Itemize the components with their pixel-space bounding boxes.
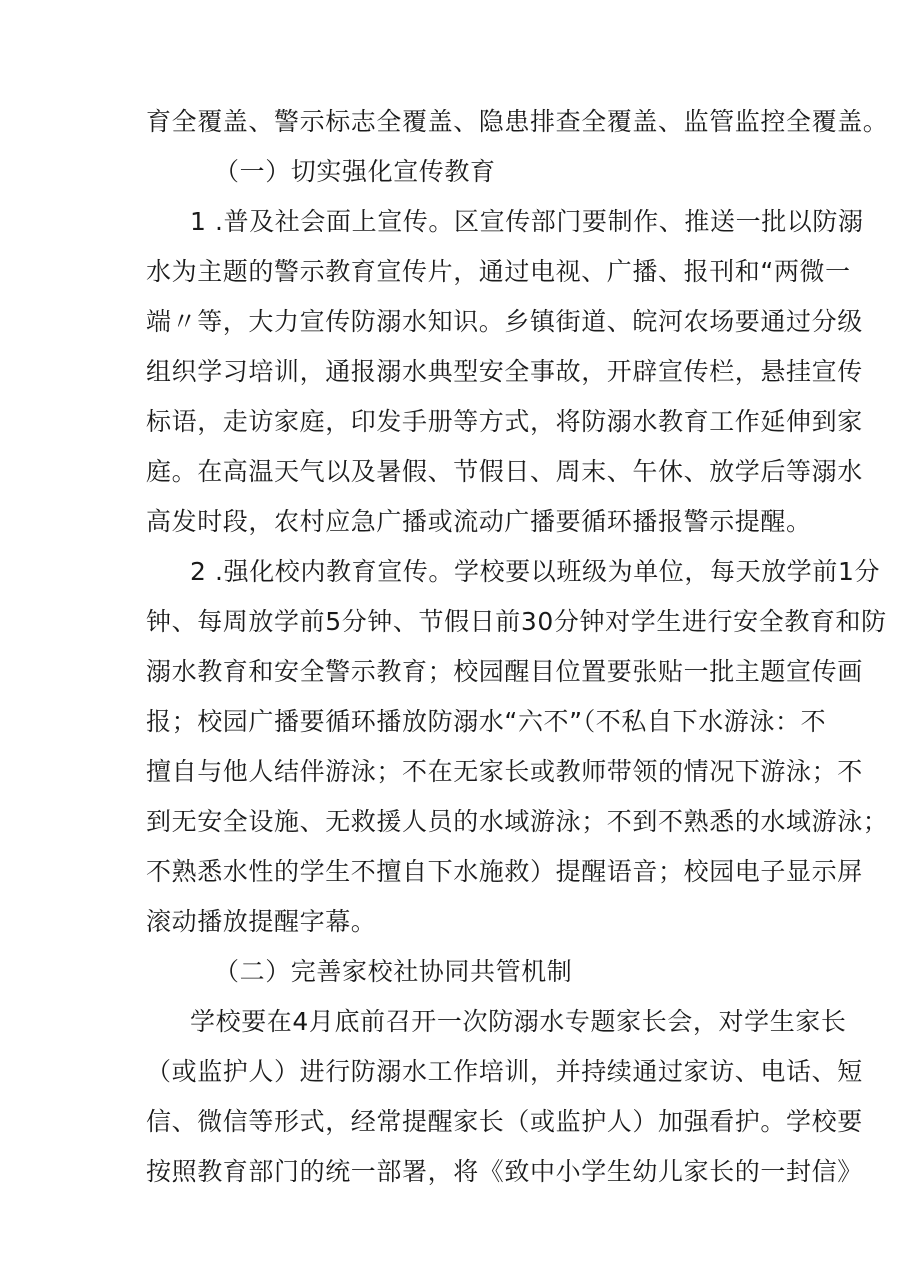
text-line-8: 庭。在高温天气以及暑假、节假日、周末、午休、放学后等溺水 — [146, 457, 863, 486]
text-line-13: 报；校园广播要循环播放防溺水“六不”（不私自下水游泳：不 — [146, 707, 827, 736]
text-line-4: 水为主题的警示教育宣传片，通过电视、广播、报刊和“两微一 — [146, 257, 851, 286]
text-line-15: 到无安全设施、无救援人员的水域游泳；不到不熟悉的水域游泳； — [146, 807, 889, 836]
text-line-14: 擅自与他人结伴游泳；不在无家长或教师带领的情况下游泳；不 — [146, 757, 863, 786]
text-line-19: 学校要在4月底前召开一次防溺水专题家长会，对学生家长 — [190, 1007, 847, 1036]
text-line-17: 滚动播放提醒字幕。 — [146, 907, 377, 936]
section-heading-1: （一）切实强化宣传教育 — [214, 157, 496, 186]
text-line-22: 按照教育部门的统一部署，将《致中小学生幼儿家长的一封信》 — [146, 1157, 863, 1186]
text-line-21: 信、微信等形式，经常提醒家长（或监护人）加强看护。学校要 — [146, 1107, 863, 1136]
text-line-1: 育全覆盖、警示标志全覆盖、隐患排查全覆盖、监管监控全覆盖。 — [146, 107, 889, 136]
text-line-7: 标语，走访家庭，印发手册等方式，将防溺水教育工作延伸到家 — [146, 407, 863, 436]
text-line-12: 溺水教育和安全警示教育；校园醒目位置要张贴一批主题宣传画 — [146, 657, 863, 686]
text-line-6: 组织学习培训，通报溺水典型安全事故，开辟宣传栏，悬挂宣传 — [146, 357, 863, 386]
text-line-9: 高发时段，农村应急广播或流动广播要循环播报警示提醒。 — [146, 507, 812, 536]
text-line-11: 钟、每周放学前5分钟、节假日前30分钟对学生进行安全教育和防 — [146, 607, 887, 636]
section-heading-2: （二）完善家校社协同共管机制 — [214, 957, 573, 986]
text-line-5: 端〃等，大力宣传防溺水知识。乡镇街道、皖河农场要通过分级 — [146, 307, 863, 336]
text-line-20: （或监护人）进行防溺水工作培训，并持续通过家访、电话、短 — [146, 1057, 863, 1086]
text-line-10: 2 .强化校内教育宣传。学校要以班级为单位，每天放学前1分 — [190, 557, 881, 586]
text-line-3: 1 .普及社会面上宣传。区宣传部门要制作、推送一批以防溺 — [190, 207, 864, 236]
text-line-16: 不熟悉水性的学生不擅自下水施救）提醒语音；校园电子显示屏 — [146, 857, 863, 886]
